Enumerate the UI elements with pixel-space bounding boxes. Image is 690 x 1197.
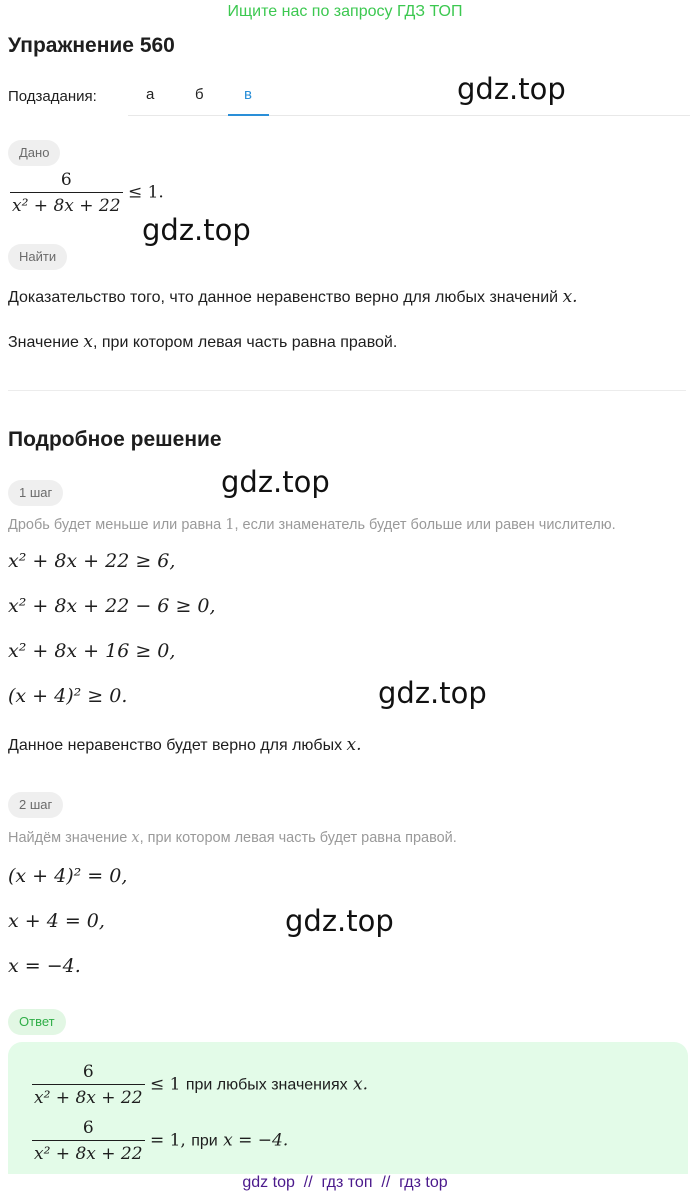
find-line-1	[8, 287, 578, 307]
answer-line-1	[32, 1062, 368, 1108]
answer-denominator: x² + 8x + 22	[32, 1084, 145, 1108]
step-1-note-b: , если знаменатель будет больше или равен числителю.	[234, 517, 616, 533]
footer-links[interactable]: gdz top // гдз топ // гдз top	[0, 1174, 690, 1197]
step-2-note-b: , при котором левая часть будет равна правой.	[139, 830, 457, 846]
step-1-note	[8, 517, 616, 533]
find-line-1-text: Доказательство того, что данное неравенство верно для любых значений	[8, 289, 559, 306]
watermark: gdz.top	[221, 465, 330, 499]
step-2-line-3: x = −4.	[8, 955, 81, 977]
solution-heading: Подробное решение	[8, 428, 222, 451]
page-title: Упражнение 560	[8, 34, 175, 57]
watermark: gdz.top	[142, 213, 251, 247]
answer-line-2-relation: = 1,	[149, 1130, 186, 1151]
given-inequality	[10, 170, 164, 216]
subtasks-label: Подзадания:	[8, 88, 97, 105]
answer-line-2-text: при	[191, 1132, 218, 1150]
find-tag: Найти	[8, 244, 67, 270]
find-line-2-text-b: , при котором левая часть равна правой.	[93, 334, 398, 351]
answer-denominator: x² + 8x + 22	[32, 1140, 145, 1164]
subtasks-divider	[128, 115, 690, 116]
given-relation: ≤ 1.	[127, 182, 164, 203]
subtask-tab-b[interactable]: б	[195, 86, 204, 103]
step-2-note-var: x	[131, 830, 140, 846]
answer-numerator: 6	[82, 1118, 94, 1138]
answer-line-1-text: при любых значениях	[185, 1076, 348, 1094]
step-1-conclusion-text: Данное неравенство будет верно для любых	[8, 737, 343, 754]
step-1-conclusion-var: x.	[346, 735, 362, 755]
step-1-note-num: 1	[225, 517, 235, 533]
answer-line-1-var: x.	[353, 1074, 369, 1095]
find-line-1-var: x.	[562, 287, 578, 307]
step-1-line-1: x² + 8x + 22 ≥ 6,	[8, 550, 176, 572]
step-1-line-2: x² + 8x + 22 − 6 ≥ 0,	[8, 595, 216, 617]
given-tag: Дано	[8, 140, 60, 166]
find-line-2-text-a: Значение	[8, 334, 79, 351]
step-1-line-3: x² + 8x + 16 ≥ 0,	[8, 640, 176, 662]
subtask-tab-a[interactable]: а	[146, 86, 155, 103]
given-numerator: 6	[60, 170, 72, 190]
step-1-conclusion	[8, 735, 362, 755]
promo-banner[interactable]: Ищите нас по запросу ГДЗ ТОП	[227, 3, 463, 20]
find-line-2-var: x	[83, 332, 93, 352]
step-2-line-1: (x + 4)² = 0,	[8, 865, 128, 887]
watermark: gdz.top	[285, 904, 394, 938]
step-2-tag: 2 шаг	[8, 792, 63, 818]
subtask-tab-v[interactable]: в	[244, 86, 252, 103]
watermark: gdz.top	[457, 72, 566, 106]
step-2-note	[8, 830, 457, 846]
step-2-line-2: x + 4 = 0,	[8, 910, 105, 932]
answer-tag: Ответ	[8, 1009, 66, 1035]
step-1-note-a: Дробь будет меньше или равна	[8, 517, 222, 533]
answer-line-1-relation: ≤ 1	[149, 1074, 181, 1095]
watermark: gdz.top	[378, 676, 487, 710]
step-1-tag: 1 шаг	[8, 480, 63, 506]
given-denominator: x² + 8x + 22	[10, 192, 123, 216]
step-2-note-a: Найдём значение	[8, 830, 128, 846]
answer-line-2-equation: x = −4.	[223, 1130, 289, 1151]
active-tab-underline	[228, 114, 269, 116]
find-line-2	[8, 332, 397, 352]
section-divider	[8, 390, 686, 391]
step-1-line-4: (x + 4)² ≥ 0.	[8, 685, 128, 707]
answer-numerator: 6	[82, 1062, 94, 1082]
answer-line-2	[32, 1118, 288, 1164]
